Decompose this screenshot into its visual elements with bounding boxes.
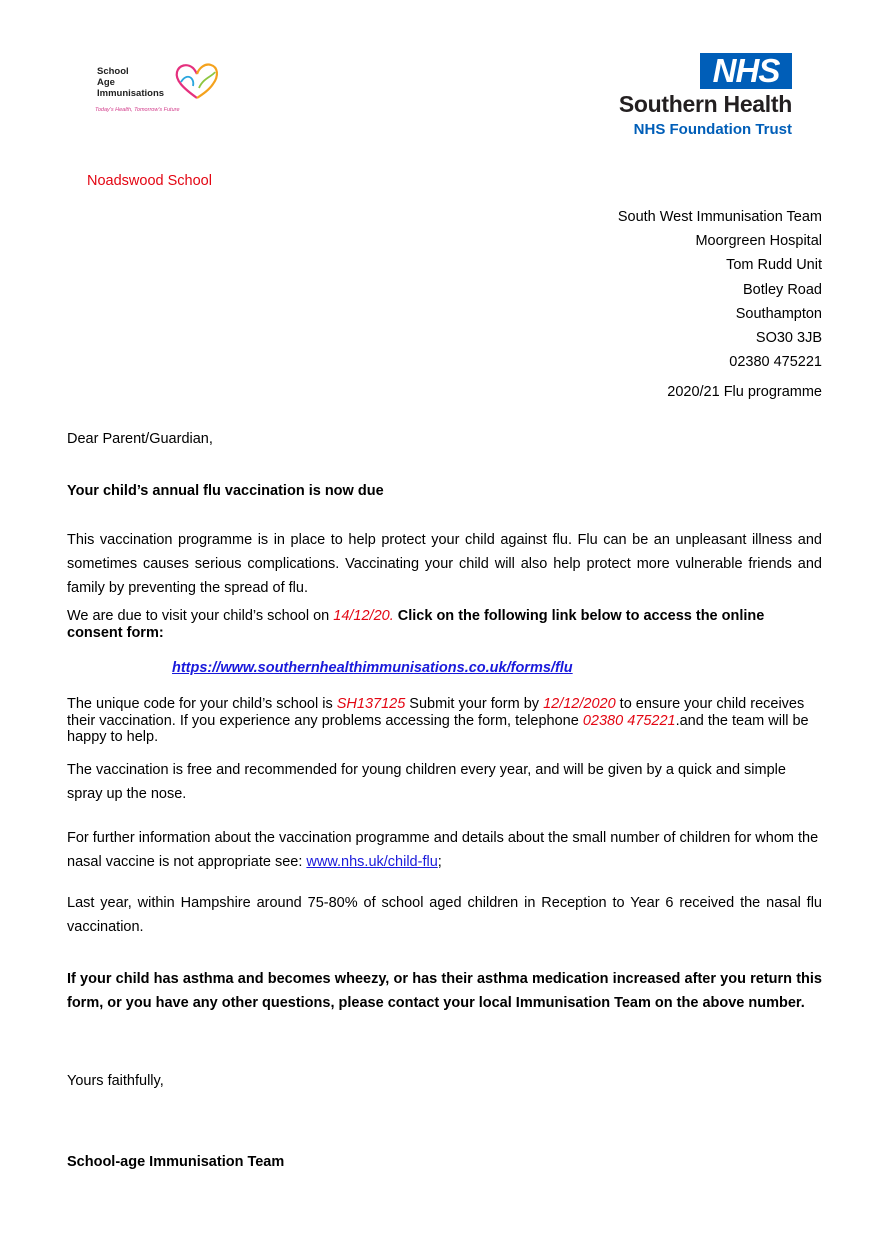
team-signature: School-age Immunisation Team [67,1154,285,1170]
sai-logo-tagline: Today's Health, Tomorrow's Future [95,107,180,113]
school-code-paragraph [67,696,822,746]
sai-logo-line: Age [97,77,115,88]
nhs-southern-health-logo [590,53,795,143]
school-name: Noadswood School [87,173,212,189]
heart-icon [173,62,221,102]
code-text: The unique code for your child’s school is [67,696,337,712]
school-age-immunisations-logo [95,62,225,118]
address-line: SO30 3JB [755,330,822,347]
nhs-trust-name: NHS Foundation Trust [633,121,792,138]
address-line: South West Immunisation Team [617,209,822,225]
statistics-paragraph: Last year, within Hampshire around 75-80% of school aged children in Reception to Year 6 received the nasal flu vaccination. [67,895,822,935]
address-line: Botley Road [743,281,822,298]
sai-logo-text [97,66,164,99]
help-text-end: .and the team will be happy to help. [67,712,809,745]
visit-text: We are due to visit your child’s school on [67,608,334,624]
consent-form-link[interactable]: https://www.southernhealthimmunisations.co.uk/forms/flu [172,660,573,676]
sign-off: Yours faithfully, [67,1073,164,1089]
visit-date: 14/12/20 [333,608,390,624]
visit-paragraph [67,608,822,641]
address-phone: 02380 475221 [729,354,822,371]
nhs-badge [700,53,792,89]
help-phone: 02380 475221 [582,712,676,729]
sai-logo-line: Immunisations [97,88,165,99]
visit-date-period: . [389,608,398,624]
letter-heading: Your child’s annual flu vaccination is now due [67,483,384,499]
deadline-text: Submit your form by [405,696,544,712]
programme-label: 2020/21 Flu programme [667,384,822,400]
nhs-child-flu-link[interactable]: www.nhs.uk/child-flu [306,854,438,870]
sai-logo-line: School [97,66,129,77]
sender-address [618,205,822,374]
submit-deadline: 12/12/2020 [543,696,616,712]
nhs-org-name: Southern Health [618,91,792,117]
school-code: SH137125 [336,696,406,712]
intro-paragraph: This vaccination programme is in place to help protect your child against flu. Flu can be an unpleasant illness and sometimes causes serious complications. Vaccinating your child will also help protect more vulnerable friends and family by preventing the spread of flu. [67,532,822,596]
nhs-badge-text: NHS [712,52,780,89]
asthma-warning-paragraph: If your child has asthma and becomes wheezy, or has their asthma medication increased after you return this form, or you have any other questions, please contact your local Immunisation Team on the above number. [67,971,822,1011]
further-info-text: For further information about the vaccination programme and details about the small number of children for whom the nasal vaccine is not appropriate see: [67,830,819,870]
further-info-paragraph [67,826,822,874]
further-info-end: ; [437,854,442,870]
greeting: Dear Parent/Guardian, [67,431,213,447]
address-line: Tom Rudd Unit [726,257,822,274]
free-vaccine-paragraph: The vaccination is free and recommended for young children every year, and will be given by a quick and simple spray up the nose. [67,762,786,802]
help-text: to ensure your child receives their vaccination. If you experience any problems accessing the form, telephone [67,696,805,729]
address-line: Southampton [735,305,822,322]
address-line: Moorgreen Hospital [695,233,822,250]
consent-instruction: Click on the following link below to access the online consent form: [67,608,765,641]
